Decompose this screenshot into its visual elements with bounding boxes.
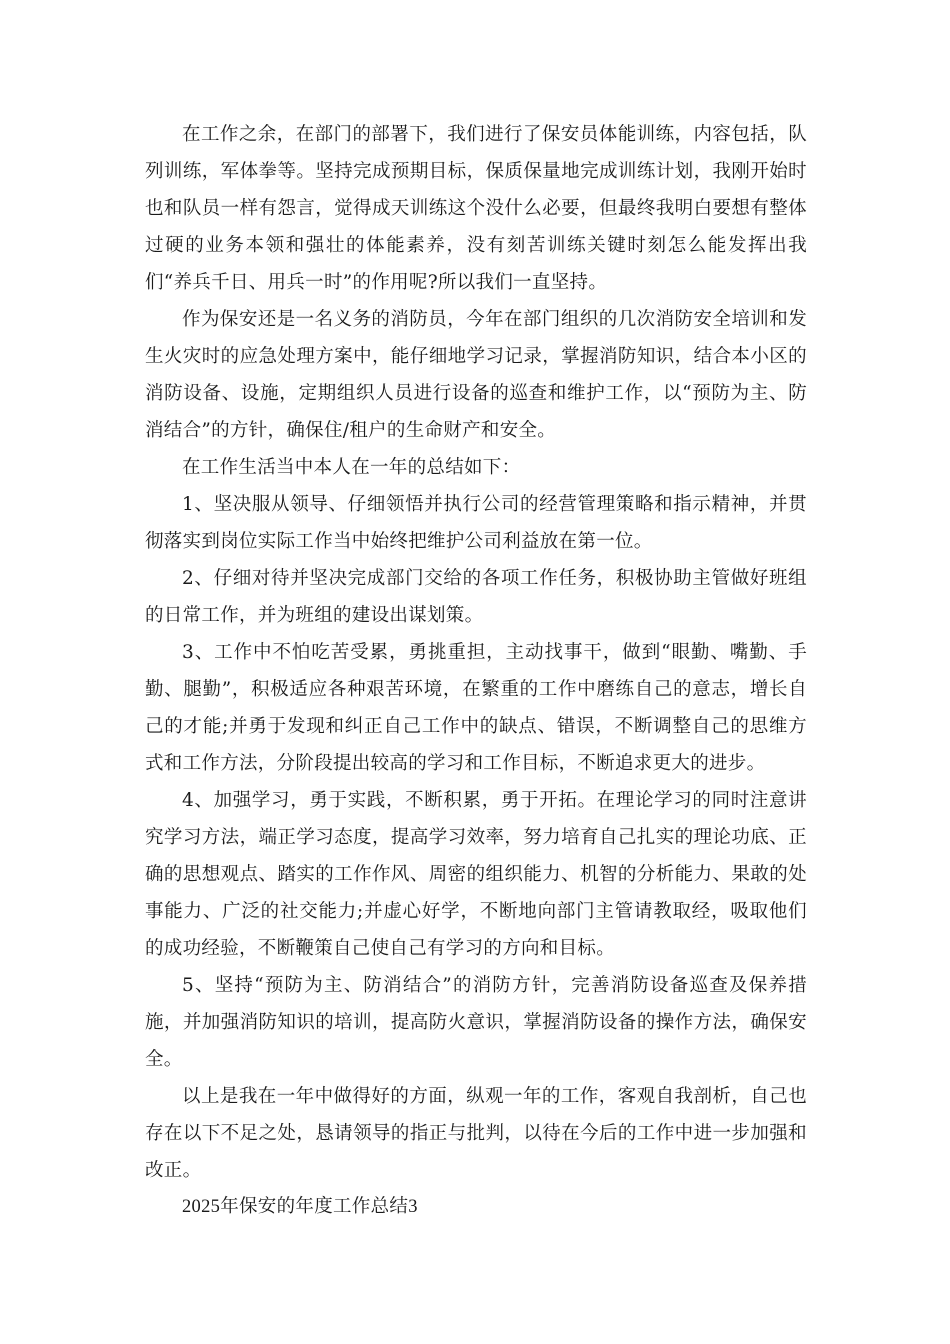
- paragraph-fire-safety: 作为保安还是一名义务的消防员，今年在部门组织的几次消防安全培训和发生火灾时的应急处理方案中，能仔细地学习记录，掌握消防知识，结合本小区的消防设备、设施，定期组织人员进行设备的巡查和维护工作，以“预防为主、防消结合”的方针，确保住/租户的生命财产和安全。: [145, 309, 807, 441]
- list-item-1: 1、坚决服从领导、仔细领悟并执行公司的经营管理策略和指示精神，并贯彻落实到岗位实际工作当中始终把维护公司利益放在第一位。: [145, 494, 807, 552]
- document-body: [145, 116, 807, 1226]
- list-item-3: 3、工作中不怕吃苦受累，勇挑重担，主动找事干，做到“眼勤、嘴勤、手勤、腿勤”，积极适应各种艰苦环境，在繁重的工作中磨练自己的意志，增长自己的才能;并勇于发现和纠正自己工作中的缺点、错误，不断调整自己的思维方式和工作方法，分阶段提出较高的学习和工作目标，不断追求更大的进步。: [145, 642, 807, 774]
- section-heading: 2025年保安的年度工作总结3: [182, 1197, 418, 1217]
- list-item-4: 4、加强学习，勇于实践，不断积累，勇于开拓。在理论学习的同时注意讲究学习方法，端正学习态度，提高学习效率，努力培育自己扎实的理论功底、正确的思想观点、踏实的工作作风、周密的组织能力、机智的分析能力、果敢的处事能力、广泛的社交能力;并虚心好学，不断地向部门主管请教取经，吸取他们的成功经验，不断鞭策自己使自己有学习的方向和目标。: [145, 790, 807, 959]
- list-item-2: 2、仔细对待并坚决完成部门交给的各项工作任务，积极协助主管做好班组的日常工作，并为班组的建设出谋划策。: [145, 568, 807, 626]
- paragraph-conclusion: 以上是我在一年中做得好的方面，纵观一年的工作，客观自我剖析，自己也存在以下不足之处，恳请领导的指正与批判，以待在今后的工作中进一步加强和改正。: [145, 1086, 807, 1181]
- list-item-5: 5、坚持“预防为主、防消结合”的消防方针，完善消防设备巡查及保养措施，并加强消防知识的培训，提高防火意识，掌握消防设备的操作方法，确保安全。: [145, 975, 807, 1070]
- paragraph-training: 在工作之余，在部门的部署下，我们进行了保安员体能训练，内容包括，队列训练，军体拳等。坚持完成预期目标，保质保量地完成训练计划，我刚开始时也和队员一样有怨言，觉得成天训练这个没什么必要，但最终我明白要想有整体过硬的业务本领和强壮的体能素养，没有刻苦训练关键时刻怎么能发挥出我们“养兵千日、用兵一时”的作用呢?所以我们一直坚持。: [145, 124, 807, 293]
- paragraph-summary-intro: 在工作生活当中本人在一年的总结如下：: [182, 457, 521, 478]
